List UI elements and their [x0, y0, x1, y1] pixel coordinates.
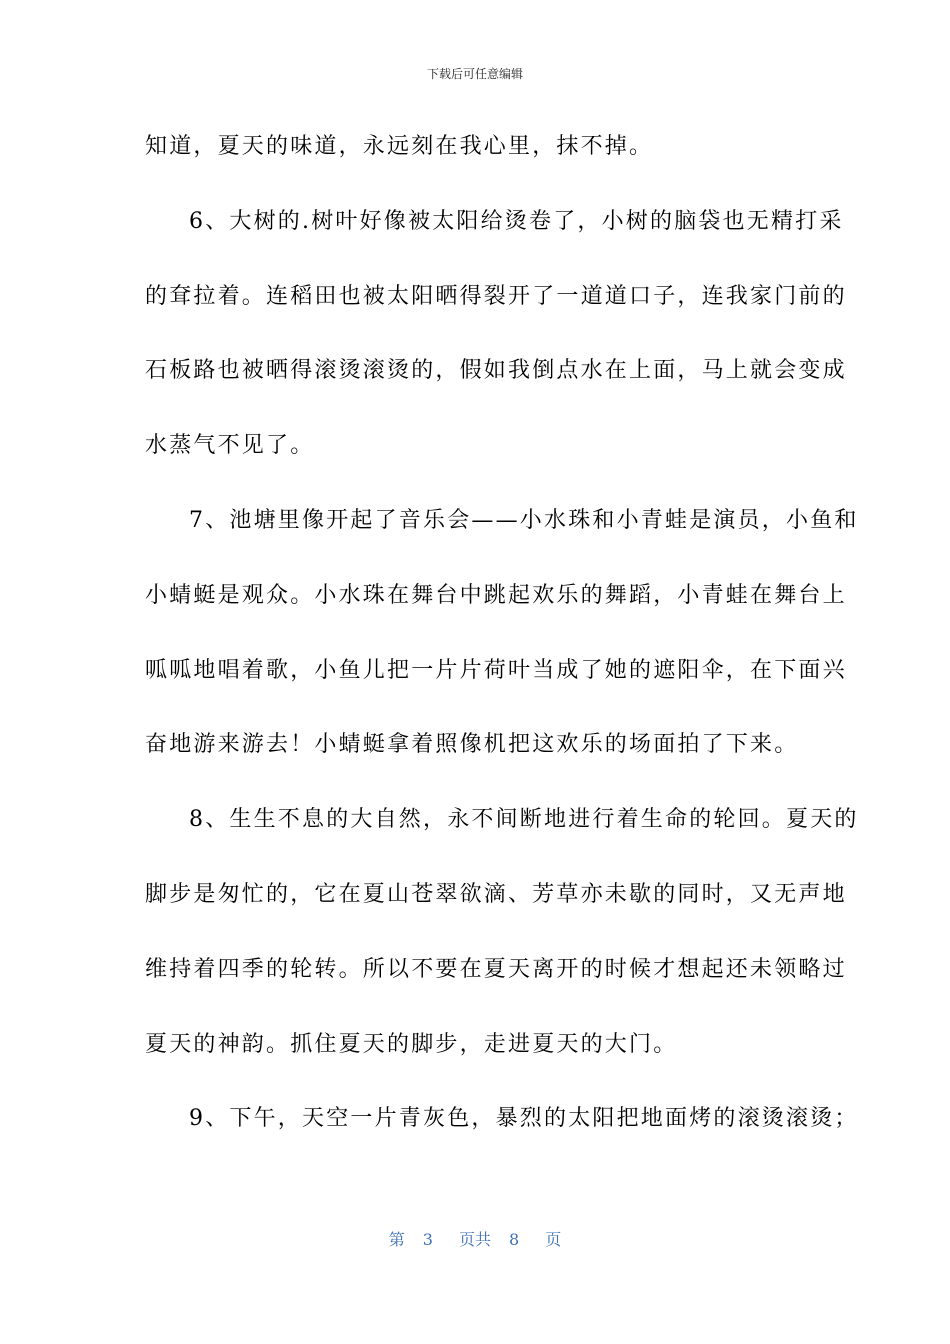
- paragraph-start-line: 7、池塘里像开起了音乐会——小水珠和小青蛙是演员，小鱼和: [189, 507, 859, 533]
- text-line: 石板路也被晒得滚烫滚烫的，假如我倒点水在上面，马上就会变成: [145, 358, 847, 384]
- current-page-number: 3: [422, 1230, 433, 1249]
- paragraph-start-line: 8、生生不息的大自然，永不间断地进行着生命的轮回。夏天的: [189, 807, 859, 833]
- paragraph-start-line: 9、下午，天空一片青灰色，暴烈的太阳把地面烤的滚烫滚烫；: [189, 1106, 859, 1132]
- page-header: 下载后可任意编辑: [426, 67, 523, 81]
- text-line: 水蒸气不见了。: [145, 433, 315, 459]
- page-label-middle: 页共: [458, 1230, 491, 1249]
- text-line: 呱呱地唱着歌，小鱼儿把一片片荷叶当成了她的遮阳伞，在下面兴: [145, 657, 847, 683]
- paragraph-start-line: 6、大树的.树叶好像被太阳给烫卷了，小树的脑袋也无精打采: [189, 208, 844, 234]
- text-line: 奋地游来游去！小蜻蜓拿着照像机把这欢乐的场面拍了下来。: [145, 732, 799, 758]
- text-line: 小蜻蜓是观众。小水珠在舞台中跳起欢乐的舞蹈，小青蛙在舞台上: [145, 582, 847, 608]
- page-footer: [0, 1228, 950, 1252]
- text-line: 脚步是匆忙的，它在夏山苍翠欲滴、芳草亦未歇的同时，又无声地: [145, 881, 847, 907]
- text-line: 维持着四季的轮转。所以不要在夏天离开的时候才想起还未领略过: [145, 956, 847, 982]
- page-label-prefix: 第: [388, 1230, 405, 1249]
- text-line: 夏天的神韵。抓住夏天的脚步，走进夏天的大门。: [145, 1031, 678, 1057]
- total-pages-number: 8: [509, 1230, 520, 1249]
- text-line: 知道，夏天的味道，永远刻在我心里，抹不掉。: [145, 134, 654, 159]
- page-label-suffix: 页: [545, 1230, 562, 1249]
- text-line: 的耷拉着。连稻田也被太阳晒得裂开了一道道口子，连我家门前的: [145, 283, 847, 309]
- document-body: [145, 122, 859, 1169]
